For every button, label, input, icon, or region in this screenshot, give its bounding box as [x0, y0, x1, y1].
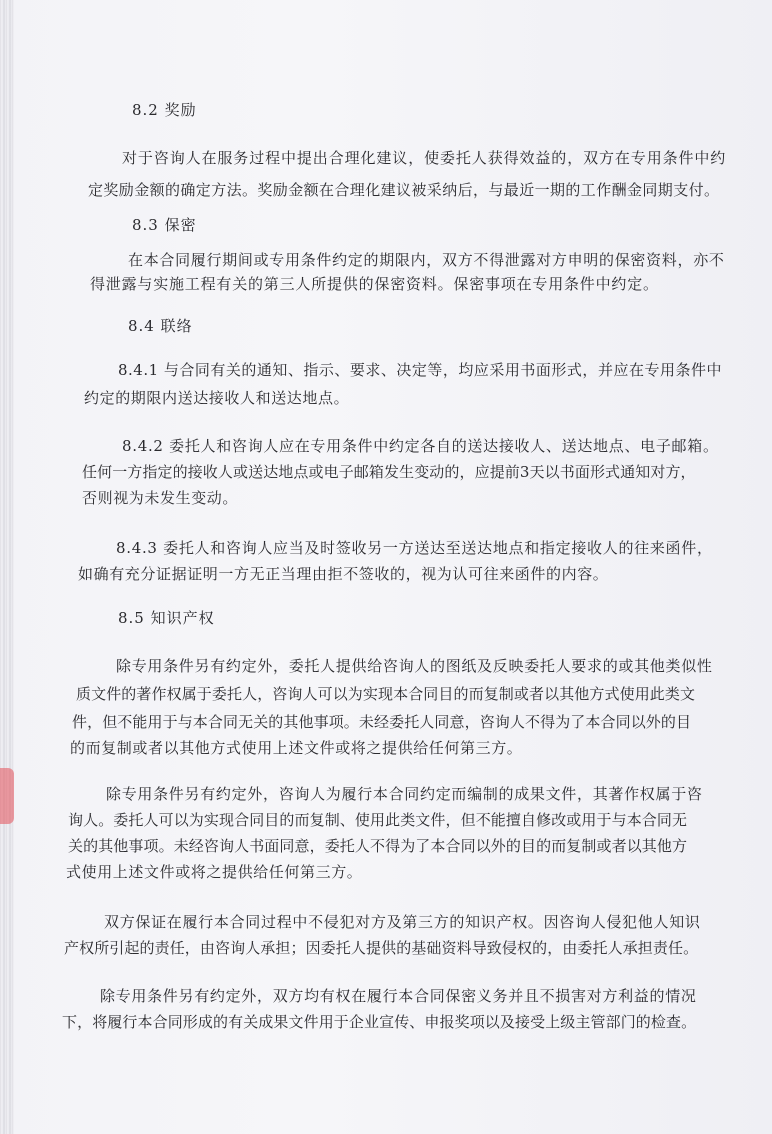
section-8-4-2-line-1: 8.4.2 委托人和咨询人应在专用条件中约定各自的送达接收人、送达地点、电子邮箱。 [122, 437, 719, 455]
red-stamp-fragment [0, 768, 14, 824]
section-8-5-para-4-line-2: 下，将履行本合同形成的有关成果文件用于企业宣传、申报奖项以及接受上级主管部门的检查。 [62, 1013, 697, 1031]
section-8-4-3-line-2: 如确有充分证据证明一方无正当理由拒不签收的，视为认可往来函件的内容。 [78, 565, 609, 583]
stacked-page-edges [0, 0, 14, 1134]
section-8-4-1-line-1: 8.4.1 与合同有关的通知、指示、要求、决定等，均应采用书面形式，并应在专用条件中 [118, 361, 722, 379]
section-8-5-para-2-line-2: 询人。委托人可以为实现合同目的而复制、使用此类文件，但不能擅自修改或用于与本合同无 [68, 811, 688, 829]
section-8-5-para-2-line-4: 式使用上述文件或将之提供给任何第三方。 [66, 863, 363, 881]
section-8-5-para-1-line-3: 件，但不能用于与本合同无关的其他事项。未经委托人同意，咨询人不得为了本合同以外的目 [72, 713, 692, 731]
section-8-5-para-2-line-1: 除专用条件另有约定外，咨询人为履行本合同约定而编制的成果文件，其著作权属于咨 [106, 785, 703, 803]
section-8-5-heading: 8.5 知识产权 [118, 609, 215, 627]
section-8-5-para-4-line-1: 除专用条件另有约定外，双方均有权在履行本合同保密义务并且不损害对方利益的情况 [100, 987, 697, 1005]
section-8-5-para-3-line-2: 产权所引起的责任，由咨询人承担；因委托人提供的基础资料导致侵权的，由委托人承担责任。 [64, 939, 699, 957]
section-8-2-heading: 8.2 奖励 [132, 101, 197, 119]
section-8-5-para-2-line-3: 关的其他事项。未经咨询人书面同意，委托人不得为了本合同以外的目的而复制或者以其他方 [68, 837, 688, 855]
section-8-4-heading: 8.4 联络 [128, 317, 193, 335]
section-8-4-2-line-2: 任何一方指定的接收人或送达地点或电子邮箱发生变动的，应提前3天以书面形式通知对方， [82, 463, 696, 481]
section-8-5-para-1-line-4: 的而复制或者以其他方式使用上述文件或将之提供给任何第三方。 [70, 739, 523, 757]
section-8-3-line-2: 得泄露与实施工程有关的第三人所提供的保密资料。保密事项在专用条件中约定。 [90, 275, 659, 293]
section-8-2-line-2: 定奖励金额的确定方法。奖励金额在合理化建议被采纳后，与最近一期的工作酬金同期支付。 [88, 181, 720, 199]
section-8-5-para-1-line-2: 质文件的著作权属于委托人，咨询人可以为实现本合同目的而复制或者以其他方式使用此类文 [76, 685, 696, 703]
section-8-4-2-line-3: 否则视为未发生变动。 [82, 489, 239, 507]
section-8-5-para-1-line-1: 除专用条件另有约定外，委托人提供给咨询人的图纸及反映委托人要求的或其他类似性 [116, 657, 713, 675]
section-8-3-heading: 8.3 保密 [132, 216, 197, 234]
section-8-5-para-3-line-1: 双方保证在履行本合同过程中不侵犯对方及第三方的知识产权。因咨询人侵犯他人知识 [104, 913, 701, 931]
section-8-4-1-line-2: 约定的期限内送达接收人和送达地点。 [84, 389, 350, 407]
section-8-3-line-1: 在本合同履行期间或专用条件约定的期限内，双方不得泄露对方申明的保密资料，亦不 [128, 251, 725, 269]
section-8-2-line-1: 对于咨询人在服务过程中提出合理化建议，使委托人获得效益的，双方在专用条件中约 [122, 149, 727, 167]
section-8-4-3-line-1: 8.4.3 委托人和咨询人应当及时签收另一方送达至送达地点和指定接收人的往来函件， [116, 539, 713, 557]
